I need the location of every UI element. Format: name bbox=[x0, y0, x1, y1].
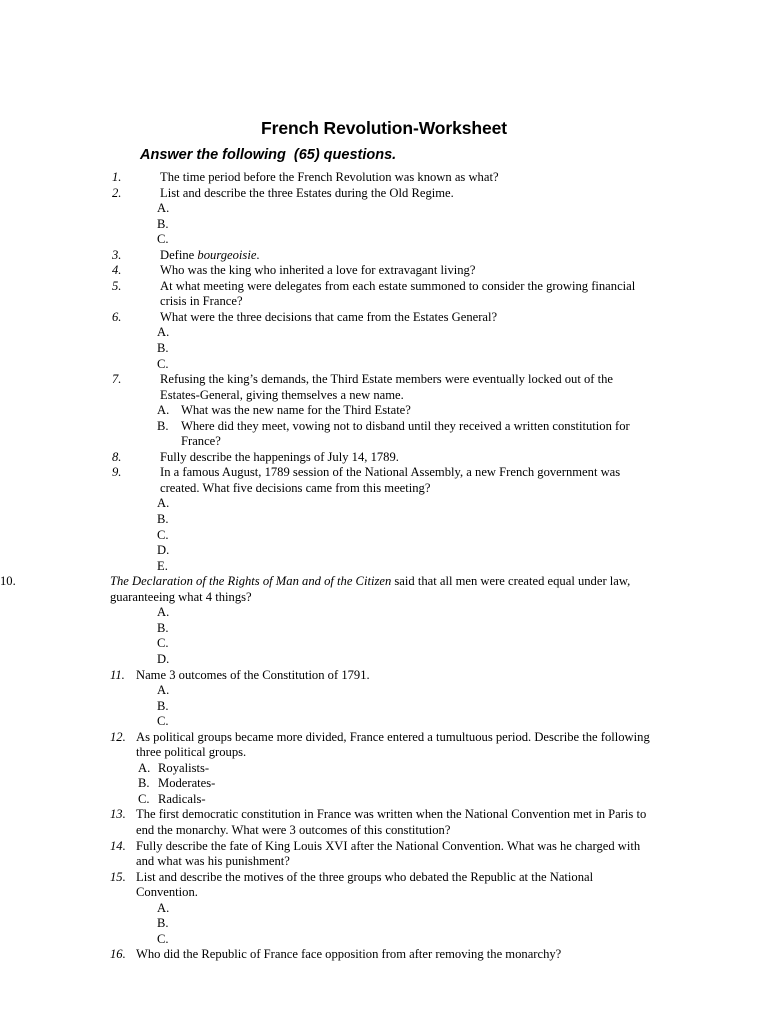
question-number: 5. bbox=[112, 278, 122, 293]
subitem-letter: A. bbox=[157, 605, 170, 620]
question-number: 14. bbox=[110, 838, 126, 853]
question-number: 16. bbox=[110, 947, 126, 962]
question-subitem bbox=[0, 916, 768, 932]
subitem-letter: B. bbox=[157, 341, 169, 356]
question-text: What were the three decisions that came from the Estates General? bbox=[160, 309, 498, 324]
question-subitem bbox=[0, 901, 768, 917]
question-item bbox=[0, 372, 768, 403]
question-text: Who was the king who inherited a love for extravagant living? bbox=[160, 263, 476, 278]
subitem-letter: A. bbox=[157, 325, 170, 340]
question-number: 10. bbox=[0, 574, 16, 589]
subitem-text: Moderates- bbox=[158, 776, 216, 791]
question-item bbox=[0, 263, 768, 279]
subitem-letter: B. bbox=[138, 776, 150, 791]
question-subitem bbox=[0, 357, 768, 373]
question-subitem bbox=[0, 496, 768, 512]
question-item bbox=[0, 947, 768, 963]
question-subitem bbox=[0, 683, 768, 699]
question-subitem bbox=[0, 512, 768, 528]
question-subitem bbox=[0, 341, 768, 357]
question-subitem bbox=[0, 714, 768, 730]
subitem-letter: B. bbox=[157, 216, 169, 231]
question-item bbox=[0, 574, 768, 605]
question-text-lead: Define bbox=[160, 247, 198, 262]
question-text: Fully describe the happenings of July 14, 1789. bbox=[160, 449, 399, 464]
question-item bbox=[0, 450, 768, 466]
question-text: The time period before the French Revolution was known as what? bbox=[160, 170, 499, 184]
question-subitem bbox=[0, 652, 768, 668]
instruction-heading: Answer the following (65) questions. bbox=[140, 147, 397, 163]
subitem-letter: B. bbox=[157, 620, 169, 635]
question-subitem bbox=[0, 636, 768, 652]
question-subitem bbox=[0, 325, 768, 341]
question-text: Refusing the king’s demands, the Third Estate members were eventually locked out of the Estates-General, giving themselves a new name. bbox=[160, 372, 614, 402]
question-number: 9. bbox=[112, 465, 122, 480]
question-number: 2. bbox=[112, 185, 122, 200]
question-subitem bbox=[0, 528, 768, 544]
subitem-text: Where did they meet, vowing not to disband until they received a written constitution for France? bbox=[181, 418, 630, 449]
question-subitem bbox=[0, 932, 768, 948]
question-text-emphasis: bourgeoisie bbox=[197, 247, 257, 262]
question-subitem bbox=[0, 776, 768, 792]
question-subitem bbox=[0, 792, 768, 808]
question-item bbox=[0, 465, 768, 496]
subitem-letter: B. bbox=[157, 512, 169, 527]
question-text: In a famous August, 1789 session of the National Assembly, a new French government was created. What five decisions came from this meeting? bbox=[160, 465, 621, 495]
question-number: 12. bbox=[110, 729, 126, 744]
subitem-letter: C. bbox=[157, 636, 169, 651]
question-text: List and describe the three Estates during the Old Regime. bbox=[160, 185, 454, 200]
question-number: 3. bbox=[112, 247, 122, 262]
question-subitem bbox=[0, 403, 768, 419]
subitem-letter: C. bbox=[157, 356, 169, 371]
question-text: Name 3 outcomes of the Constitution of 1791. bbox=[136, 667, 370, 682]
question-item bbox=[0, 170, 768, 186]
subitem-letter: C. bbox=[157, 714, 169, 729]
subitem-letter: A. bbox=[157, 403, 170, 418]
question-text: Fully describe the fate of King Louis XVI after the National Convention. What was he charged with and what was his punishment? bbox=[136, 838, 641, 869]
subitem-text: Radicals- bbox=[158, 791, 206, 806]
subitem-letter: D. bbox=[157, 651, 170, 666]
subitem-letter: D. bbox=[157, 543, 170, 558]
subitem-text: What was the new name for the Third Estate? bbox=[181, 403, 411, 418]
question-subitem bbox=[0, 543, 768, 559]
question-number: 8. bbox=[112, 449, 122, 464]
question-text: As political groups became more divided, France entered a tumultuous period. Describe the following three political groups. bbox=[136, 729, 650, 760]
subitem-letter: C. bbox=[138, 791, 150, 806]
question-text bbox=[110, 574, 630, 604]
question-item bbox=[0, 807, 768, 838]
question-number: 7. bbox=[112, 372, 122, 387]
subitem-letter: A. bbox=[157, 683, 170, 698]
question-subitem bbox=[0, 201, 768, 217]
question-item bbox=[0, 839, 768, 870]
question-subitem bbox=[0, 419, 768, 450]
subitem-letter: C. bbox=[157, 232, 169, 247]
question-item bbox=[0, 248, 768, 264]
question-text: The first democratic constitution in France was written when the National Convention met in Paris to end the monarchy. What were 3 outcomes of this constitution? bbox=[136, 807, 647, 837]
question-subitem bbox=[0, 699, 768, 715]
question-item bbox=[0, 730, 768, 761]
subitem-letter: C. bbox=[157, 527, 169, 542]
question-number: 13. bbox=[110, 807, 126, 822]
question-subitem bbox=[0, 621, 768, 637]
question-subitem bbox=[0, 232, 768, 248]
question-number: 6. bbox=[112, 309, 122, 324]
question-text-tail: . bbox=[256, 247, 260, 262]
subitem-letter: A. bbox=[157, 496, 170, 511]
subitem-letter: E. bbox=[157, 558, 168, 573]
subitem-text: Royalists- bbox=[158, 760, 210, 775]
question-text: At what meeting were delegates from each estate summoned to consider the growing financial crisis in France? bbox=[160, 278, 636, 309]
subitem-letter: A. bbox=[138, 760, 151, 775]
question-subitem bbox=[0, 559, 768, 575]
question-item bbox=[0, 186, 768, 202]
question-subitem bbox=[0, 761, 768, 777]
page-title: French Revolution-Worksheet bbox=[261, 117, 507, 138]
question-subitem bbox=[0, 217, 768, 233]
subitem-letter: A. bbox=[157, 900, 170, 915]
question-item bbox=[0, 310, 768, 326]
question-number: 11. bbox=[110, 667, 125, 682]
subitem-letter: B. bbox=[157, 916, 169, 931]
question-item bbox=[0, 668, 768, 684]
subitem-letter: B. bbox=[157, 418, 169, 433]
question-number: 4. bbox=[112, 263, 122, 278]
question-text-tail: said that all men were created equal under law, guaranteeing what 4 things? bbox=[110, 574, 631, 604]
subitem-letter: C. bbox=[157, 931, 169, 946]
question-number: 15. bbox=[110, 869, 126, 884]
subitem-letter: A. bbox=[157, 201, 170, 216]
question-number: 1. bbox=[112, 170, 122, 184]
subitem-letter: B. bbox=[157, 698, 169, 713]
question-subitem bbox=[0, 605, 768, 621]
question-text-emphasis: The Declaration of the Rights of Man and of the Citizen bbox=[110, 574, 392, 589]
question-item bbox=[0, 870, 768, 901]
question-text: List and describe the motives of the three groups who debated the Republic at the National Convention. bbox=[136, 869, 594, 900]
question-text bbox=[160, 248, 260, 262]
question-item bbox=[0, 279, 768, 310]
question-text: Who did the Republic of France face opposition from after removing the monarchy? bbox=[136, 947, 562, 962]
question-list bbox=[0, 170, 768, 963]
